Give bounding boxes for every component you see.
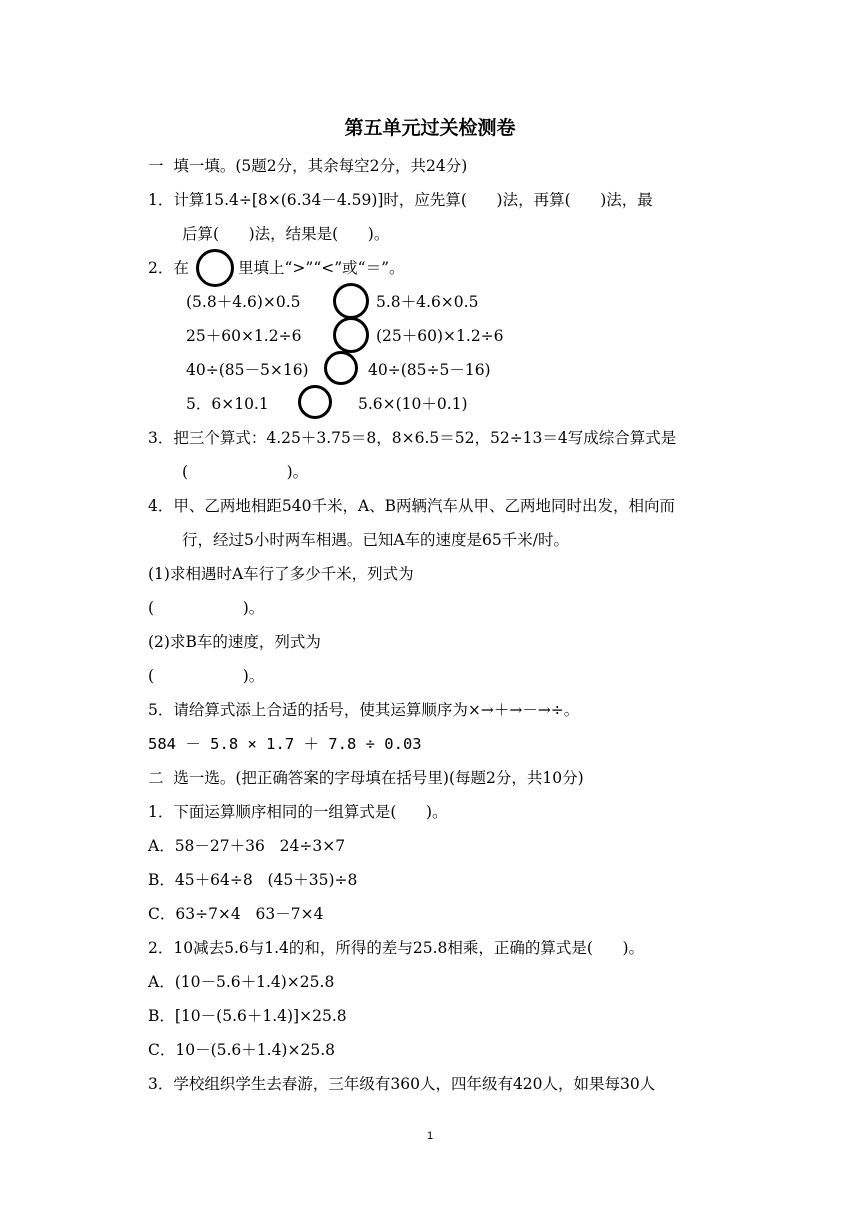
- q2-suffix: 里填上“>”“<”或“＝”。: [238, 259, 405, 277]
- q4-line2: 行，经过5小时两车相遇。已知A车的速度是65千米/时。: [182, 531, 570, 549]
- q2-item2-right: (25＋60)×1.2÷6: [376, 327, 504, 345]
- q3-answer-blank[interactable]: ( )。: [182, 463, 309, 481]
- q4-sub2: (2)求B车的速度，列式为: [148, 633, 321, 651]
- q5-expression: 584 － 5.8 × 1.7 ＋ 7.8 ÷ 0.03: [148, 735, 422, 753]
- section1-heading: 一 填一填。(5题2分，其余每空2分，共24分): [148, 157, 468, 175]
- s2-q1-option-a[interactable]: A．58－27＋36 24÷3×7: [148, 837, 346, 855]
- q2-item1-left: (5.8＋4.6)×0.5: [186, 293, 301, 311]
- s2-q1-option-b[interactable]: B．45＋64÷8 (45＋35)÷8: [148, 871, 358, 889]
- q4-line1: 4．甲、乙两地相距540千米，A、B两辆汽车从甲、乙两地同时出发，相向而: [148, 497, 676, 515]
- q1-line2: 后算( )法，结果是( )。: [182, 225, 390, 243]
- s2-q2-option-b[interactable]: B．[10－(5.6＋1.4)]×25.8: [148, 1007, 347, 1025]
- s2-q2: 2．10减去5.6与1.4的和，所得的差与25.8相乘，正确的算式是( )。: [148, 939, 645, 957]
- compare-circle-3[interactable]: [324, 351, 358, 385]
- q2-item3-left: 40÷(85－5×16): [186, 361, 309, 379]
- page-number: 1: [426, 1130, 434, 1142]
- q3-line1: 3．把三个算式：4.25＋3.75＝8，8×6.5＝52，52÷13＝4写成综合算式是: [148, 429, 677, 447]
- q5-line1: 5．请给算式添上合适的括号，使其运算顺序为×→＋→－→÷。: [148, 701, 580, 719]
- compare-circle-2[interactable]: [333, 317, 369, 353]
- q2-item4-left: 5．6×10.1: [186, 395, 269, 413]
- q2-item2-left: 25＋60×1.2÷6: [186, 327, 302, 345]
- compare-circle-4[interactable]: [298, 385, 332, 419]
- page-title: 第五单元过关检测卷: [344, 117, 516, 139]
- q2-prefix: 2．在: [148, 259, 189, 277]
- compare-circle-1[interactable]: [333, 283, 369, 319]
- answer-circle-icon: [196, 249, 234, 287]
- q4-sub1-blank[interactable]: ( )。: [148, 599, 265, 617]
- q2-item1-right: 5.8＋4.6×0.5: [376, 293, 479, 311]
- q4-sub1: (1)求相遇时A车行了多少千米，列式为: [148, 565, 414, 583]
- s2-q2-option-a[interactable]: A．(10－5.6＋1.4)×25.8: [148, 973, 335, 991]
- q4-sub2-blank[interactable]: ( )。: [148, 667, 265, 685]
- s2-q2-option-c[interactable]: C．10－(5.6＋1.4)×25.8: [148, 1041, 335, 1059]
- q2-item3-right: 40÷(85÷5－16): [368, 361, 491, 379]
- s2-q1: 1．下面运算顺序相同的一组算式是( )。: [148, 803, 448, 821]
- s2-q1-option-c[interactable]: C．63÷7×4 63－7×4: [148, 905, 324, 923]
- section2-heading: 二 选一选。(把正确答案的字母填在括号里)(每题2分，共10分): [148, 769, 584, 787]
- s2-q3: 3．学校组织学生去春游，三年级有360人，四年级有420人，如果每30人: [148, 1075, 656, 1093]
- q1-line1: 1．计算15.4÷[8×(6.34－4.59)]时，应先算( )法，再算( )法，最: [148, 191, 653, 209]
- q2-item4-right: 5.6×(10＋0.1): [358, 395, 468, 413]
